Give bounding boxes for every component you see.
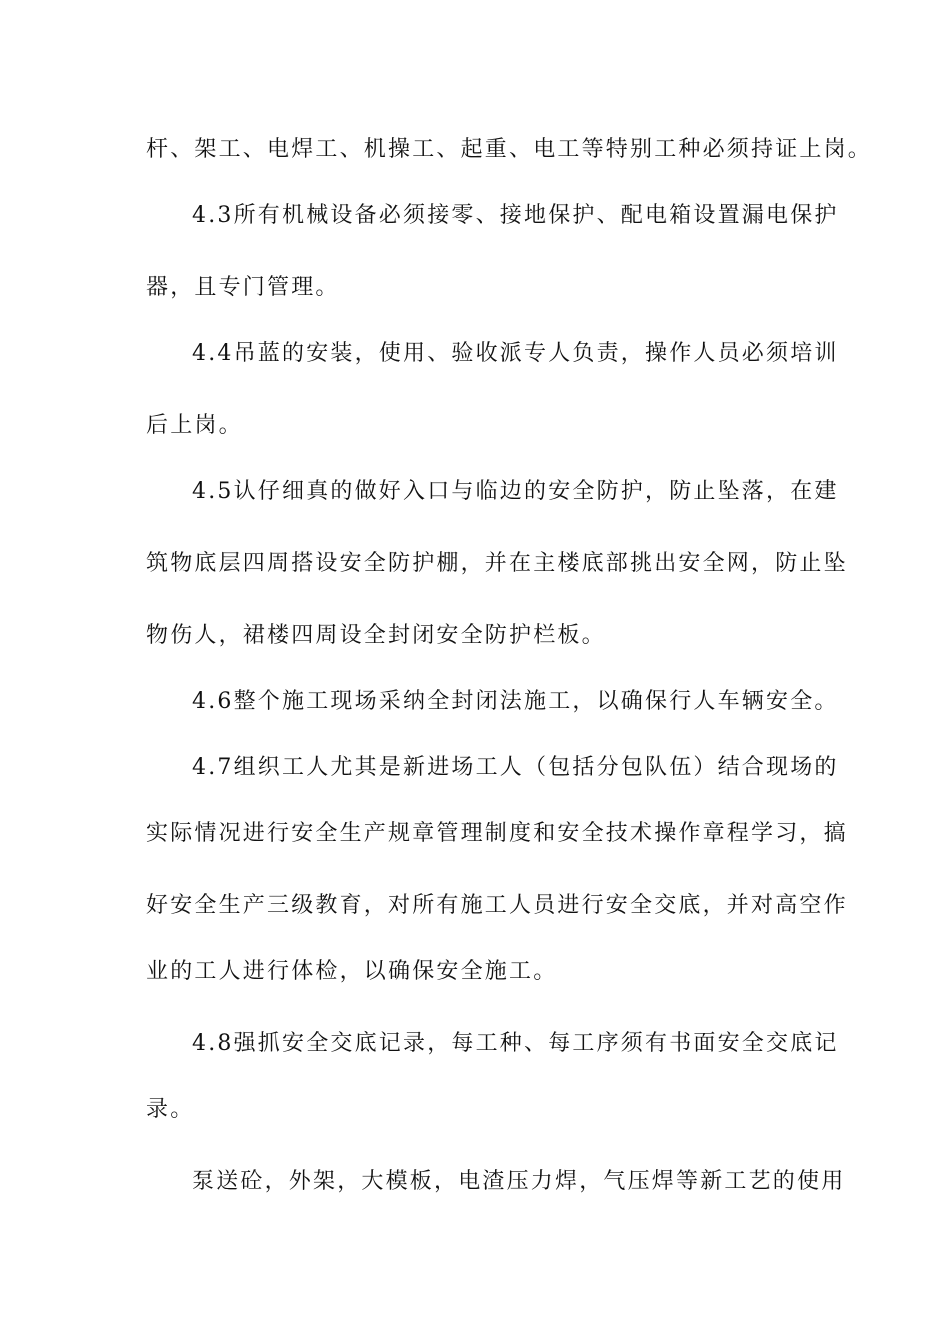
text-line-item-4-3-cont: 器，且专门管理。 (146, 275, 340, 300)
text-line-item-4-8-cont: 录。 (146, 1097, 195, 1122)
text-line-item-4-3: 4.3所有机械设备必须接零、接地保护、配电箱设置漏电保护 (192, 203, 839, 228)
text-line-item-4-8: 4.8强抓安全交底记录，每工种、每工序须有书面安全交底记 (192, 1031, 839, 1056)
text-line-special-trades: 杆、架工、电焊工、机操工、起重、电工等特别工种必须持证上岗。 (146, 137, 873, 162)
text-line-item-4-5: 4.5认仔细真的做好入口与临边的安全防护，防止坠落，在建 (192, 479, 839, 504)
text-line-item-4-7-cont-2: 好安全生产三级教育，对所有施工人员进行安全交底，并对高空作 (146, 893, 848, 918)
text-line-item-4-7: 4.7组织工人尤其是新进场工人（包括分包队伍）结合现场的 (192, 755, 839, 780)
text-line-item-4-5-cont-2: 物伤人，裙楼四周设全封闭安全防护栏板。 (146, 623, 606, 648)
text-line-item-4-7-cont-1: 实际情况进行安全生产规章管理制度和安全技术操作章程学习，搞 (146, 821, 848, 846)
text-line-item-4-6: 4.6整个施工现场采纳全封闭法施工，以确保行人车辆安全。 (192, 689, 839, 714)
text-line-item-4-4-cont: 后上岗。 (146, 413, 243, 438)
text-line-new-process: 泵送砼，外架，大模板，电渣压力焊，气压焊等新工艺的使用 (192, 1169, 846, 1194)
text-line-item-4-4: 4.4吊蓝的安装，使用、验收派专人负责，操作人员必须培训 (192, 341, 839, 366)
text-line-item-4-5-cont-1: 筑物底层四周搭设安全防护棚，并在主楼底部挑出安全网，防止坠 (146, 551, 848, 576)
text-line-item-4-7-cont-3: 业的工人进行体检，以确保安全施工。 (146, 959, 558, 984)
